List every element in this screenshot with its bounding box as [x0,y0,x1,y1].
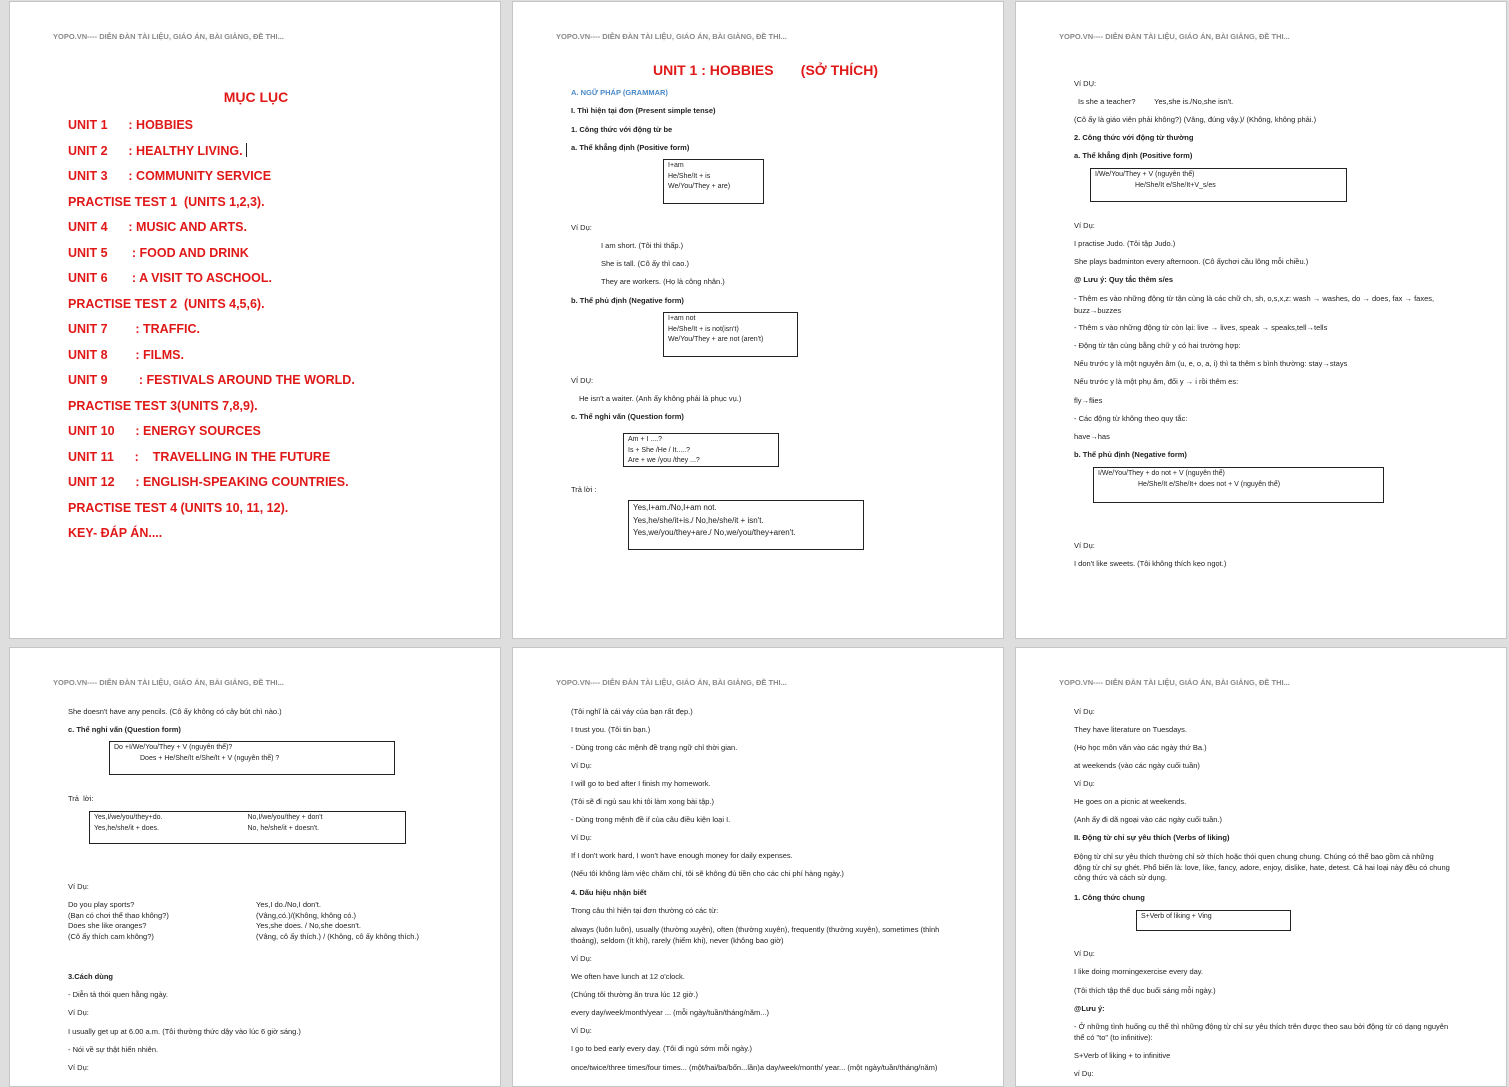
example-line: (Cô ấy thích cam không?) [68,931,154,941]
note-line: - Thêm s vào những động từ còn lại: live → lives, speak → speaks,tell→tells [1074,323,1328,332]
formula-box [628,500,864,550]
section-heading: I. Thì hiện tại đơn (Present simple tense) [571,106,716,115]
example-line: They have literature on Tuesdays. [1074,725,1187,734]
section-heading: b. Thể phủ định (Negative form) [1074,450,1187,459]
example-line: (Nếu tôi không làm việc chăm chỉ, tôi sẽ không đủ tiền cho các chi phí hàng ngày.) [571,869,844,878]
formula-line: No,I/we/you/they + don't [247,814,323,821]
example-line: I like doing morningexercise every day. [1074,967,1204,976]
toc-item[interactable]: UNIT 11 : TRAVELLING IN THE FUTURE [68,449,331,464]
formula-line: Yes,he/she/it + does. [94,824,159,832]
section-heading: c. Thể nghi vấn (Question form) [571,412,684,421]
formula-line: Are + we /you /they ...? [628,457,700,464]
formula-line: Yes,we/you/they+are./ No,we/you/they+aren't. [633,528,796,537]
example-label: Ví Dụ: [68,882,89,891]
document-page-2 [512,1,1004,639]
formula-line: He/She/It e/She/It+ does not + V (nguyên thể) [1138,480,1281,488]
section-heading: 1. Công thức với động từ be [571,125,673,134]
document-page-1 [9,1,501,639]
answer-label: Trả lời: [68,794,94,803]
formula-line: S+Verb of liking + Ving [1141,913,1212,920]
note-heading: @Lưu ý: [1074,1004,1105,1013]
toc-item[interactable]: PRACTISE TEST 2 (UNITS 4,5,6). [68,296,265,311]
example-line: (Bạn có chơi thể thao không?) [68,910,169,920]
page-header: YOPO.VN---- DIỄN ĐÀN TÀI LIỆU, GIÁO ÁN, BÀI GIẢNG, ĐỀ THI... [1059,678,1290,687]
usage-line: - Dùng trong các mệnh đề trạng ngữ chỉ thời gian. [571,743,738,752]
toc-item[interactable]: KEY- ĐÁP ÁN.... [68,526,163,540]
example-label: Ví Dụ: [1074,707,1095,716]
example-line: She plays badminton every afternoon. (Cô ấychơi cầu lông mỗi chiều.) [1074,257,1309,266]
toc-item[interactable]: UNIT 3 : COMMUNITY SERVICE [68,169,272,183]
example-label: Ví Dụ: [1074,949,1095,958]
formula-line: He/She/It + is not(isn't) [668,325,739,333]
section-heading: A. NGỮ PHÁP (GRAMMAR) [571,88,668,97]
example-line: (Chúng tôi thường ăn trưa lúc 12 giờ.) [571,990,699,999]
document-page-5 [512,647,1004,1087]
section-heading: II. Động từ chỉ sự yêu thích (Verbs of liking) [1074,833,1230,842]
usage-line: - Nói về sự thật hiển nhiên. [68,1045,159,1054]
answer-label: Trả lời : [571,485,597,494]
signal-line: once/twice/three times/four times... (một/hai/ba/bốn...lần)a day/week/month/ year... (một ngày/tuần/tháng/năm) [571,1063,938,1072]
formula-box [623,433,779,467]
formula-line: He/She/It e/She/It+V_s/es [1135,181,1216,189]
formula-line: He/She/It + is [668,172,711,180]
toc-item[interactable]: UNIT 6 : A VISIT TO ASCHOOL. [68,271,272,285]
example-line: She is tall. (Cô ấy thì cao.) [601,259,689,268]
example-line: I don't like sweets. (Tôi không thích kẹo ngọt.) [1074,559,1227,568]
example-line: I practise Judo. (Tôi tập Judo.) [1074,239,1176,248]
example-label: Ví Dụ: [571,761,592,770]
example-line: Yes,I do./No,I don't. [256,900,321,909]
example-line: They are workers. (Họ là công nhân.) [601,277,725,286]
note-line: have→has [1074,432,1110,441]
example-line: He isn't a waiter. (Anh ấy không phải là phục vụ.) [579,394,742,403]
example-line: (Tôi thích tập thể dục buổi sáng mỗi ngày.) [1074,986,1216,995]
section-heading: 3.Cách dùng [68,972,114,981]
formula-box [663,312,798,357]
example-line: (Anh ấy đi dã ngoại vào các ngày cuối tuần.) [1074,815,1223,824]
example-line: (Tôi sẽ đi ngủ sau khi tôi làm xong bài tập.) [571,797,714,806]
formula-line: Does + He/She/It e/She/It + V (nguyên thể) ? [140,754,280,762]
example-label: Ví Dụ: [571,833,592,842]
text-cursor [246,143,247,157]
formula-column [248,813,402,842]
formula-column [94,813,248,842]
document-page-4 [9,647,501,1087]
toc-title: MỤC LỤC [223,89,289,105]
toc-item[interactable]: UNIT 10 : ENERGY SOURCES [68,424,261,438]
example-line: (Vâng, cô ấy thích.) / (Không, cô ấy không thích.) [256,931,420,941]
note-line: - Các động từ không theo quy tắc: [1074,414,1188,423]
example-line: Yes,she does. / No,she doesn't. [256,921,361,930]
signal-line: at weekends (vào các ngày cuối tuần) [1074,761,1200,770]
formula-line: We/You/They + are not (aren't) [668,336,764,343]
page-header: YOPO.VN---- DIỄN ĐÀN TÀI LIỆU, GIÁO ÁN, BÀI GIẢNG, ĐỀ THI... [1059,32,1290,41]
formula-line: Do +I/We/You/They + V (nguyên thể)? [114,744,233,751]
formula-line: Am + I ....? [628,436,663,443]
section-heading: b. Thể phủ định (Negative form) [571,296,684,305]
page-header: YOPO.VN---- DIỄN ĐÀN TÀI LIỆU, GIÁO ÁN, BÀI GIẢNG, ĐỀ THI... [556,32,787,41]
example-line: Is she a teacher? Yes,she is./No,she isn't. [1078,97,1234,106]
formula-line: We/You/They + are) [668,183,731,190]
toc-item[interactable]: PRACTISE TEST 1 (UNITS 1,2,3). [68,194,265,209]
document-page-3 [1015,1,1507,639]
note-line: - Thêm es vào những động từ tận cùng là các chữ ch, sh, o,s,x,z: wash → washes, do → does, fax → faxes, buzz→buzzes [1074,294,1435,315]
toc-item[interactable]: UNIT 12 : ENGLISH-SPEAKING COUNTRIES. [68,475,349,489]
toc-item[interactable]: PRACTISE TEST 4 (UNITS 10, 11, 12). [68,500,289,515]
formula-line: S+Verb of liking + to infinitive [1074,1051,1171,1060]
signal-line: always (luôn luôn), usually (thường xuyên), often (thường xuyên), frequently (thường xuyên), sometimes (thỉnh thoảng), seldom (ít khi), rarely (hiếm khi), never (không bao giờ) [571,925,940,945]
formula-line: I+am not [668,315,696,322]
formula-line: Yes,he/she/it+is./ No,he/she/it + isn't. [633,515,764,525]
example-label: Ví Dụ: [571,223,592,232]
formula-box [1093,467,1384,503]
formula-line: I/We/You/They + do not + V (nguyên thể) [1098,470,1225,477]
example-line: I go to bed early every day. (Tôi đi ngủ sớm mỗi ngày.) [571,1044,752,1053]
formula-box [89,811,406,844]
example-column [68,900,169,942]
note-line: - Động từ tận cùng bằng chữ y có hai trường hợp: [1074,341,1241,350]
formula-box [109,741,395,775]
formula-line: No, he/she/it + doesn't. [247,824,320,832]
section-heading: 4. Dấu hiệu nhận biết [571,888,647,897]
example-line: We often have lunch at 12 o'clock. [571,972,685,981]
toc-item-label: UNIT 2 : HEALTHY LIVING. [68,143,243,158]
example-label: Ví Dụ: [1074,541,1095,550]
toc-item[interactable]: UNIT 7 : TRAFFIC. [68,322,200,336]
example-line: Do you play sports? [68,900,135,909]
usage-line: - Dùng trong mệnh đề if của câu điều kiện loại I. [571,815,731,824]
usage-line: - Diễn tả thói quen hằng ngày. [68,990,168,999]
example-line: I am short. (Tôi thì thấp.) [601,241,684,250]
example-line: I trust you. (Tôi tin bạn.) [571,725,651,734]
example-line: (Vâng,có.)/(Không, không có.) [256,910,357,920]
page-header: YOPO.VN---- DIỄN ĐÀN TÀI LIỆU, GIÁO ÁN, BÀI GIẢNG, ĐỀ THI... [53,678,284,687]
note-line: - Ở những tình huống cụ thể thì những động từ chỉ sự yêu thích trên được theo sau bởi động từ có dạng nguyên thể có "to" (to infinitive): [1074,1022,1449,1042]
formula-box [1136,910,1291,931]
example-line: He goes on a picnic at weekends. [1074,797,1187,806]
note-line: fly→flies [1074,396,1103,405]
unit-title: UNIT 1 : HOBBIES (SỞ THÍCH) [653,62,879,78]
section-heading: 2. Công thức với động từ thường [1074,133,1194,142]
note-line: Nếu trước y là một nguyên âm (u, e, o, a, i) thì ta thêm s bình thường: stay→stays [1074,359,1348,368]
section-heading: 1. Công thức chung [1074,893,1145,902]
toc-item[interactable]: UNIT 1 : HOBBIES [68,118,194,132]
example-label: Ví Dụ: [1074,779,1095,788]
signal-line: every day/week/month/year ... (mỗi ngày/tuần/tháng/năm...) [571,1008,770,1017]
formula-line: Is + She /He / It.....? [628,446,691,454]
example-label: VÍ DỤ: [571,376,594,385]
table-of-contents [68,116,355,550]
example-label: Ví Dụ: [68,1063,89,1072]
example-line: If I don't work hard, I won't have enough money for daily expenses. [571,851,793,860]
formula-line: Yes,I+am./No,I+am not. [633,503,717,512]
example-line: (Tôi nghĩ là cái váy của bạn rất đẹp.) [571,707,693,716]
signal-line: Trong câu thì hiện tại đơn thường có các từ: [571,906,719,915]
example-label: Ví Dụ: [1074,221,1095,230]
toc-item[interactable]: UNIT 8 : FILMS. [68,347,184,362]
note-heading: @ Lưu ý: Quy tắc thêm s/es [1074,275,1174,284]
example-label: Ví Dụ: [571,954,592,963]
example-line: (Cô ấy là giáo viên phải không?) (Vâng, đúng vậy.)/ (Không, không phải.) [1074,115,1317,124]
example-label: ví Dụ: [1074,1069,1094,1078]
toc-item[interactable]: UNIT 9 : FESTIVALS AROUND THE WORLD. [68,373,355,387]
page-header: YOPO.VN---- DIỄN ĐÀN TÀI LIỆU, GIÁO ÁN, BÀI GIẢNG, ĐỀ THI... [53,32,284,41]
example-column [256,900,419,942]
formula-box [663,159,764,204]
toc-item[interactable]: UNIT 4 : MUSIC AND ARTS. [68,220,247,234]
example-line: I will go to bed after I finish my homework. [571,779,711,788]
example-line: Does she like oranges? [68,921,147,930]
example-label: Ví DỤ: [1074,79,1097,88]
toc-item[interactable]: UNIT 5 : FOOD AND DRINK [68,245,249,260]
note-line: Nếu trước y là một phụ âm, đổi y → i rồi thêm es: [1074,377,1239,386]
example-line: (Họ học môn văn vào các ngày thứ Ba.) [1074,743,1207,752]
document-page-6 [1015,647,1507,1087]
paragraph: Động từ chỉ sự yêu thích thường chỉ sở thích hoặc thói quen chung chung. Chúng có thể bao gồm cả những động từ chỉ sự ghét. Phổ biến là: love, like, fancy, adore, enjoy, dislike, hate, detest. Cả hai loại này đều có chung công thức và cách sử dụng. [1074,852,1450,882]
section-heading: a. Thể khẳng định (Positive form) [571,143,690,152]
example-line: I usually get up at 6.00 a.m. (Tôi thường thức dậy vào lúc 6 giờ sáng.) [68,1027,301,1036]
formula-line: I/We/You/They + V (nguyên thể) [1095,171,1195,178]
formula-line: Yes,I/we/you/they+do. [94,814,163,821]
example-line: She doesn't have any pencils. (Cô ấy không có cây bút chì nào.) [68,707,282,716]
section-heading: c. Thể nghi vấn (Question form) [68,725,181,734]
formula-box [1090,168,1347,202]
section-heading: a. Thể khẳng định (Positive form) [1074,151,1193,160]
example-label: Ví Dụ: [68,1008,89,1017]
toc-item[interactable] [68,142,355,168]
formula-line: I+am [668,162,684,169]
page-header: YOPO.VN---- DIỄN ĐÀN TÀI LIỆU, GIÁO ÁN, BÀI GIẢNG, ĐỀ THI... [556,678,787,687]
example-label: Ví Dụ: [571,1026,592,1035]
toc-item[interactable]: PRACTISE TEST 3(UNITS 7,8,9). [68,398,258,413]
